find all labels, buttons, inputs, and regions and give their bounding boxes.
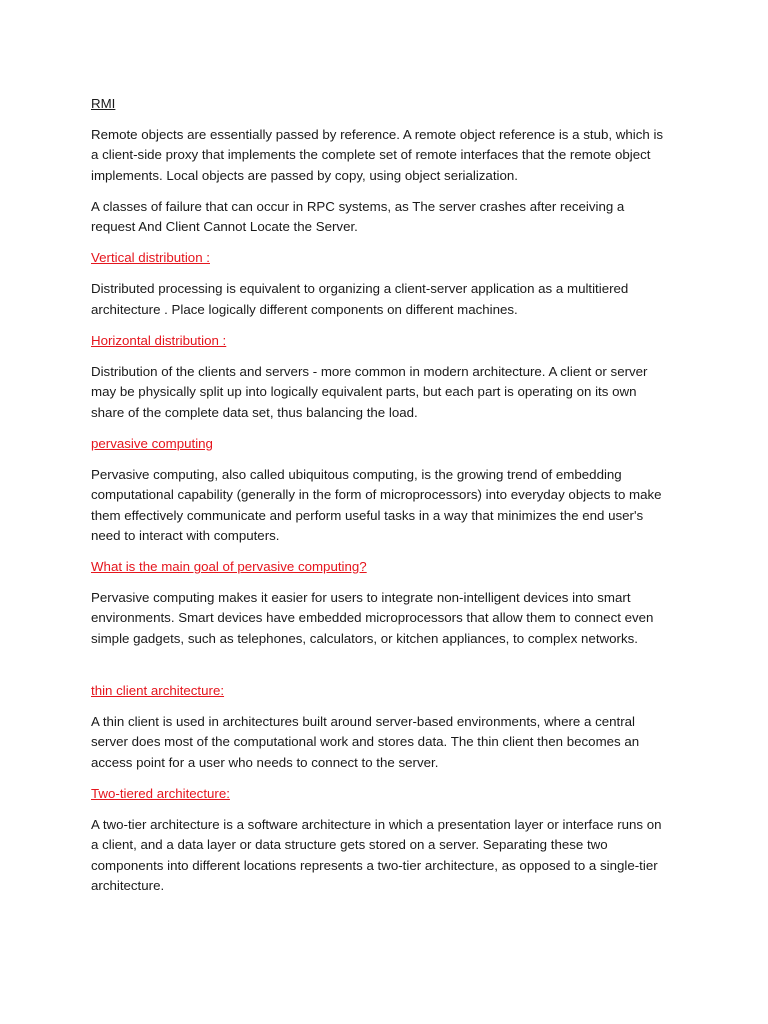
paragraph-rpc-failures: A classes of failure that can occur in RPC systems, as The server crashes after receiving a request And Client Cannot Locate the Server. [91, 198, 625, 235]
paragraph-vertical-distribution: Distributed processing is equivalent to organizing a client-server application as a multitiered architecture . Place logically different components on different machines. [91, 281, 629, 317]
heading-rmi: RMI [91, 96, 116, 111]
paragraph-thin-client: A thin client is used in architectures built around server-based environments, where a central server does most of the computational work and stores data. The thin client then becomes an access point for a user who needs to connect to the server. [91, 714, 640, 770]
paragraph-horizontal-distribution: Distribution of the clients and servers - more common in modern architecture. A client or server may be physically split up into logically equivalent parts, but each part is operating on its own share of the complete data set, thus balancing the load. [91, 364, 648, 420]
heading-pervasive-computing: pervasive computing [91, 435, 213, 451]
heading-pervasive-goal: What is the main goal of pervasive computing? [91, 559, 367, 575]
paragraph-two-tiered: A two-tier architecture is a software architecture in which a presentation layer or interface runs on a client, and a data layer or data structure gets stored on a server. Separating these two components into different locations represents a two-tier architecture, as opposed to a single-tier architecture. [91, 816, 662, 893]
paragraph-pervasive-computing: Pervasive computing, also called ubiquitous computing, is the growing trend of embedding computational capability (generally in the form of microprocessors) into everyday objects to make them effectively communicate and perform useful tasks in a way that minimizes the end user's need to interact with computers. [91, 466, 662, 543]
heading-two-tiered: Two-tiered architecture: [91, 785, 230, 801]
paragraph-rmi: Remote objects are essentially passed by reference. A remote object reference is a stub, which is a client-side proxy that implements the complete set of remote interfaces that the remote object implements. Local objects are passed by copy, using object serialization. [91, 127, 664, 183]
paragraph-pervasive-goal: Pervasive computing makes it easier for users to integrate non-intelligent devices into smart environments. Smart devices have embedded microprocessors that allow them to connect even simple gadgets, such as telephones, calculators, or kitchen appliances, to complex networks. [91, 590, 654, 646]
heading-horizontal-distribution: Horizontal distribution : [91, 333, 227, 349]
heading-vertical-distribution: Vertical distribution : [91, 250, 210, 266]
heading-thin-client: thin client architecture: [91, 683, 225, 699]
